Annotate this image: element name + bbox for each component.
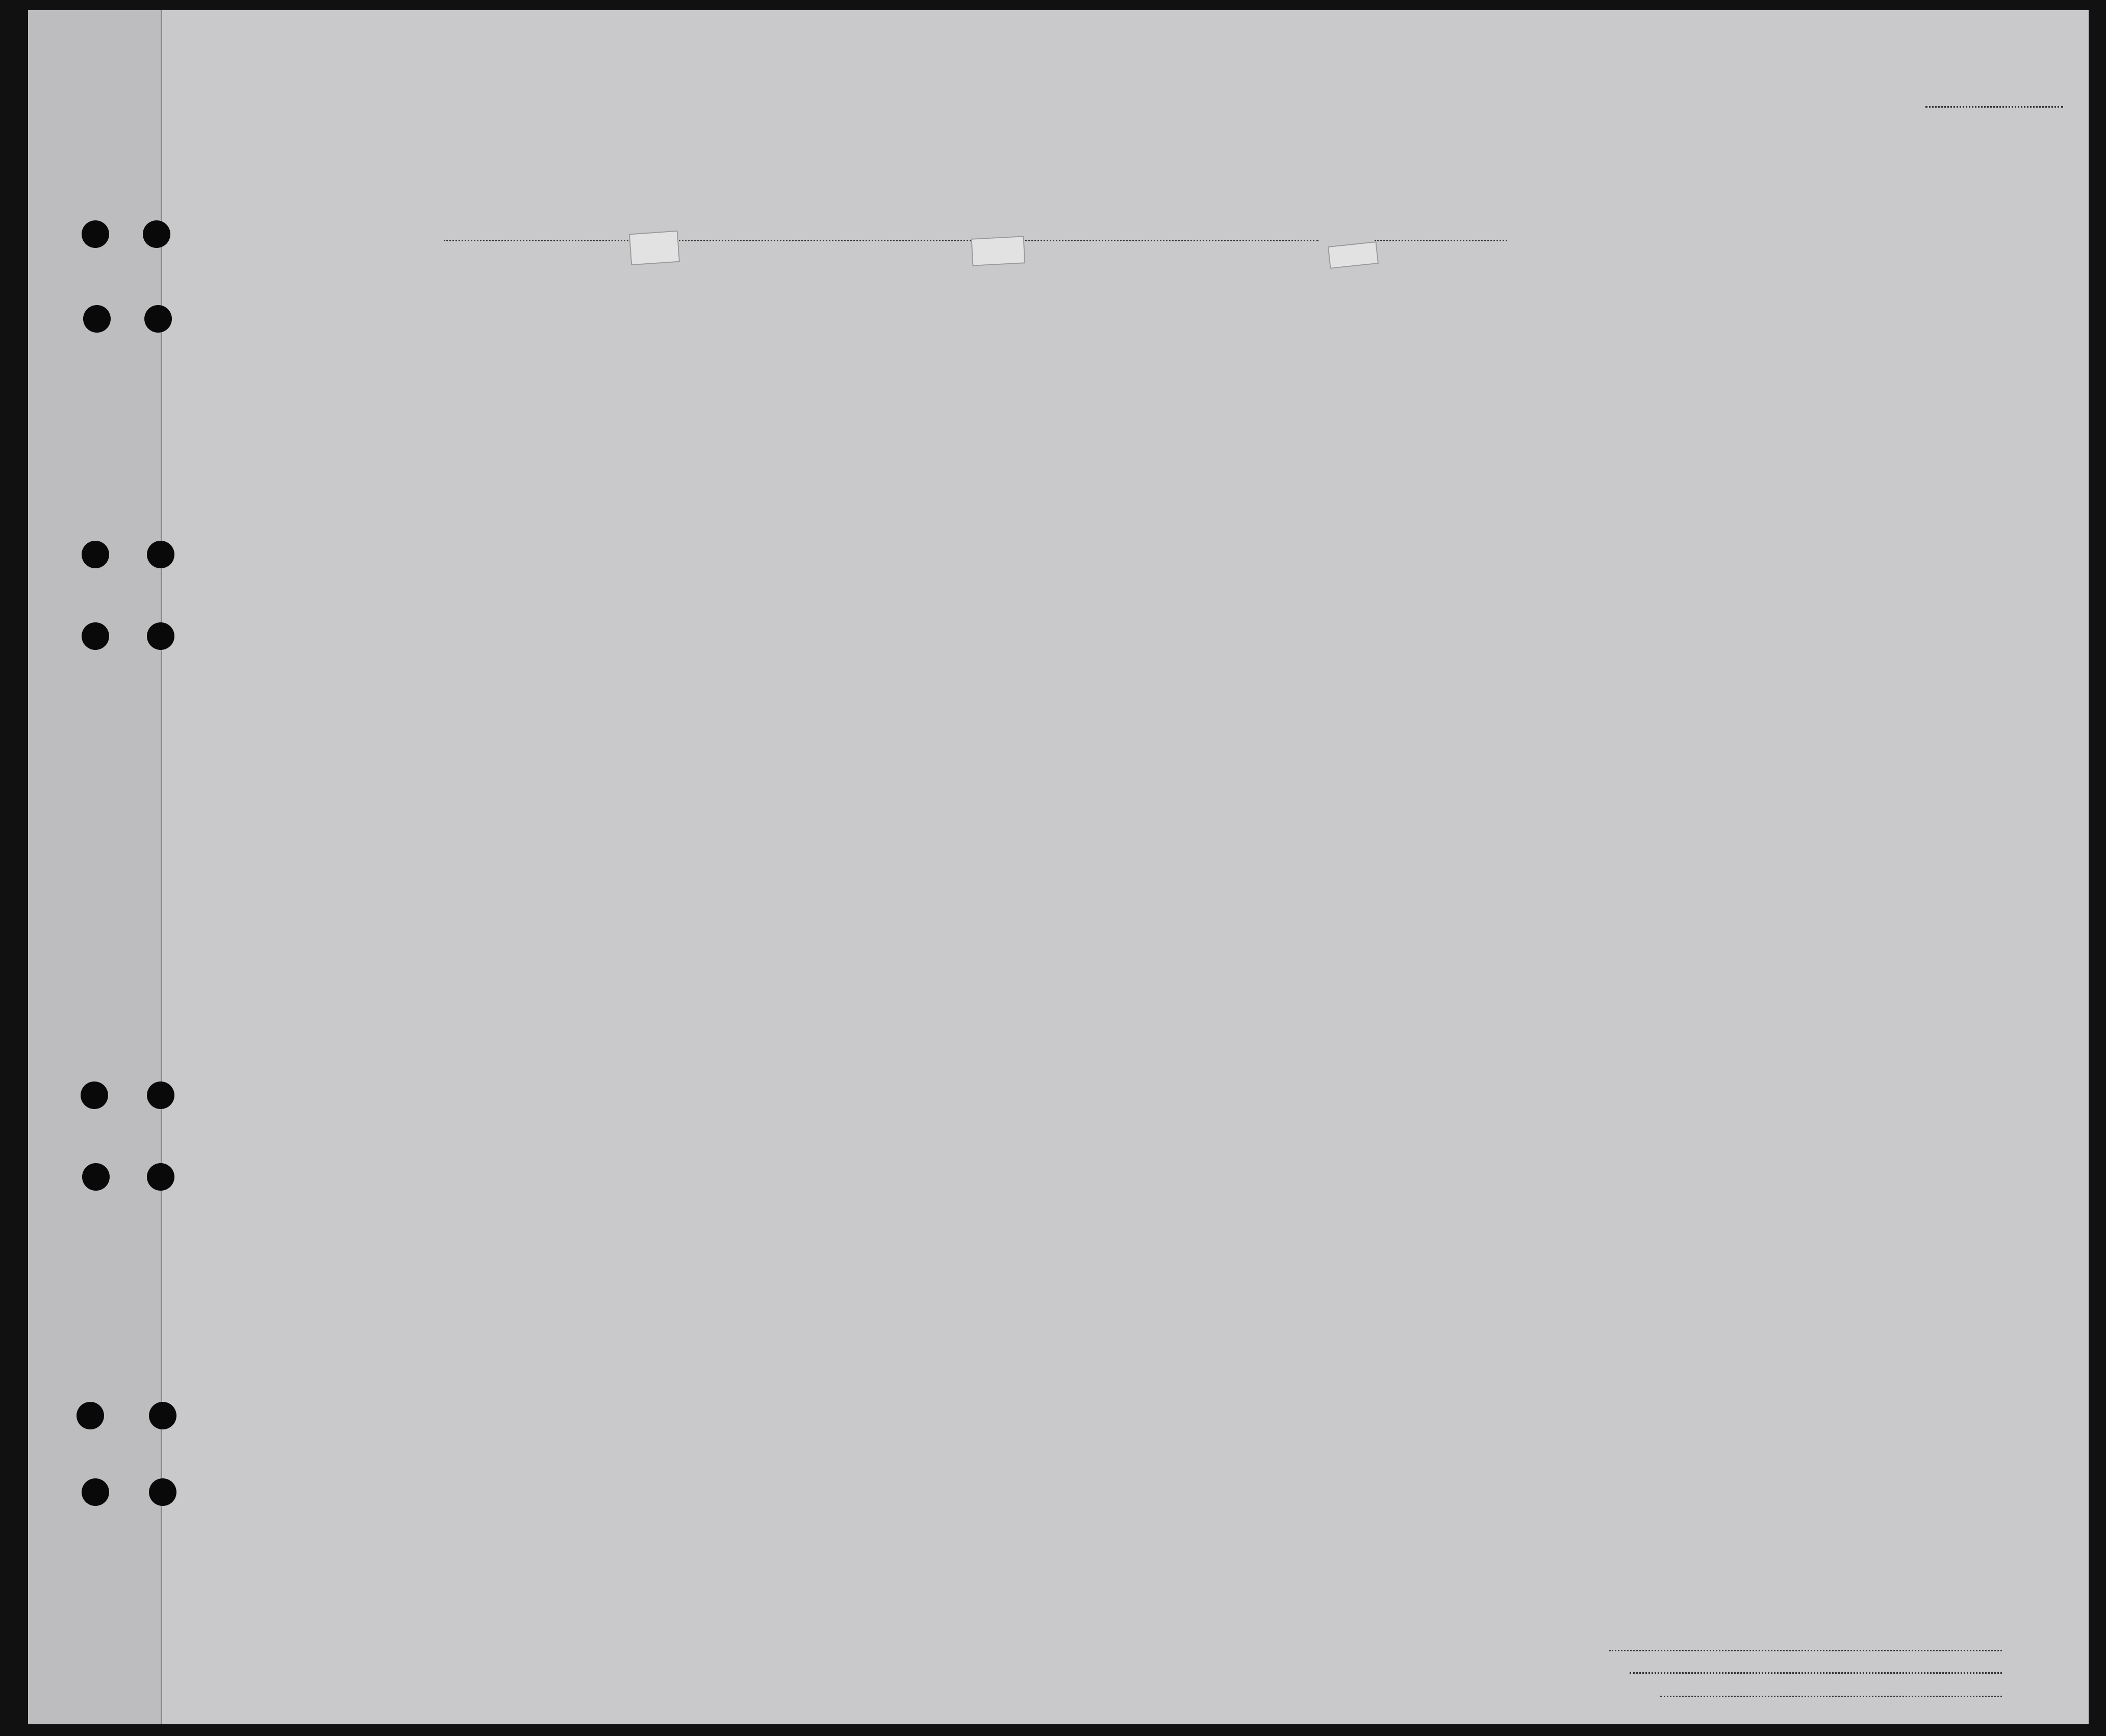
col21-header (811, 296, 835, 434)
punch-hole (149, 1478, 176, 1506)
punch-hole (82, 220, 109, 248)
manifest-grid (28, 10, 2089, 1724)
punch-hole (82, 622, 109, 650)
col34-feet (1766, 390, 1779, 426)
owners-blank (1630, 1672, 2002, 1674)
punch-hole (144, 305, 172, 333)
punch-hole (81, 1081, 108, 1109)
col34-inches (1791, 390, 1804, 426)
col30-header (1583, 296, 1603, 434)
punch-hole (82, 541, 109, 568)
punch-hole (149, 1402, 176, 1429)
col31-header (1609, 296, 1630, 434)
col26-header (1448, 296, 1464, 434)
col27-header (1473, 296, 1489, 434)
punch-hole (147, 541, 174, 568)
punch-hole (83, 305, 111, 333)
year-blank (1375, 240, 1507, 241)
punch-hole (147, 622, 174, 650)
col29-header (1547, 296, 1579, 434)
punch-hole (82, 1163, 110, 1191)
col28-header (1492, 296, 1540, 434)
tape-mark (971, 236, 1026, 266)
agents-blank (1660, 1696, 2002, 1697)
tape-mark (629, 231, 680, 266)
punch-hole (147, 1163, 174, 1191)
punch-hole (147, 1081, 174, 1109)
punch-hole (77, 1402, 104, 1429)
list-number-blank (1925, 106, 2063, 108)
col24a-header (1283, 329, 1326, 426)
port-blank (444, 240, 974, 241)
col24c-header (1364, 329, 1392, 426)
punch-hole (143, 220, 170, 248)
manifest-sheet (28, 10, 2089, 1724)
col19-header (681, 296, 705, 434)
col25-header (1400, 296, 1436, 434)
date-blank (982, 240, 1318, 241)
line-blank (1609, 1650, 2002, 1651)
col24b-header (1331, 329, 1359, 426)
punch-hole (82, 1478, 109, 1506)
